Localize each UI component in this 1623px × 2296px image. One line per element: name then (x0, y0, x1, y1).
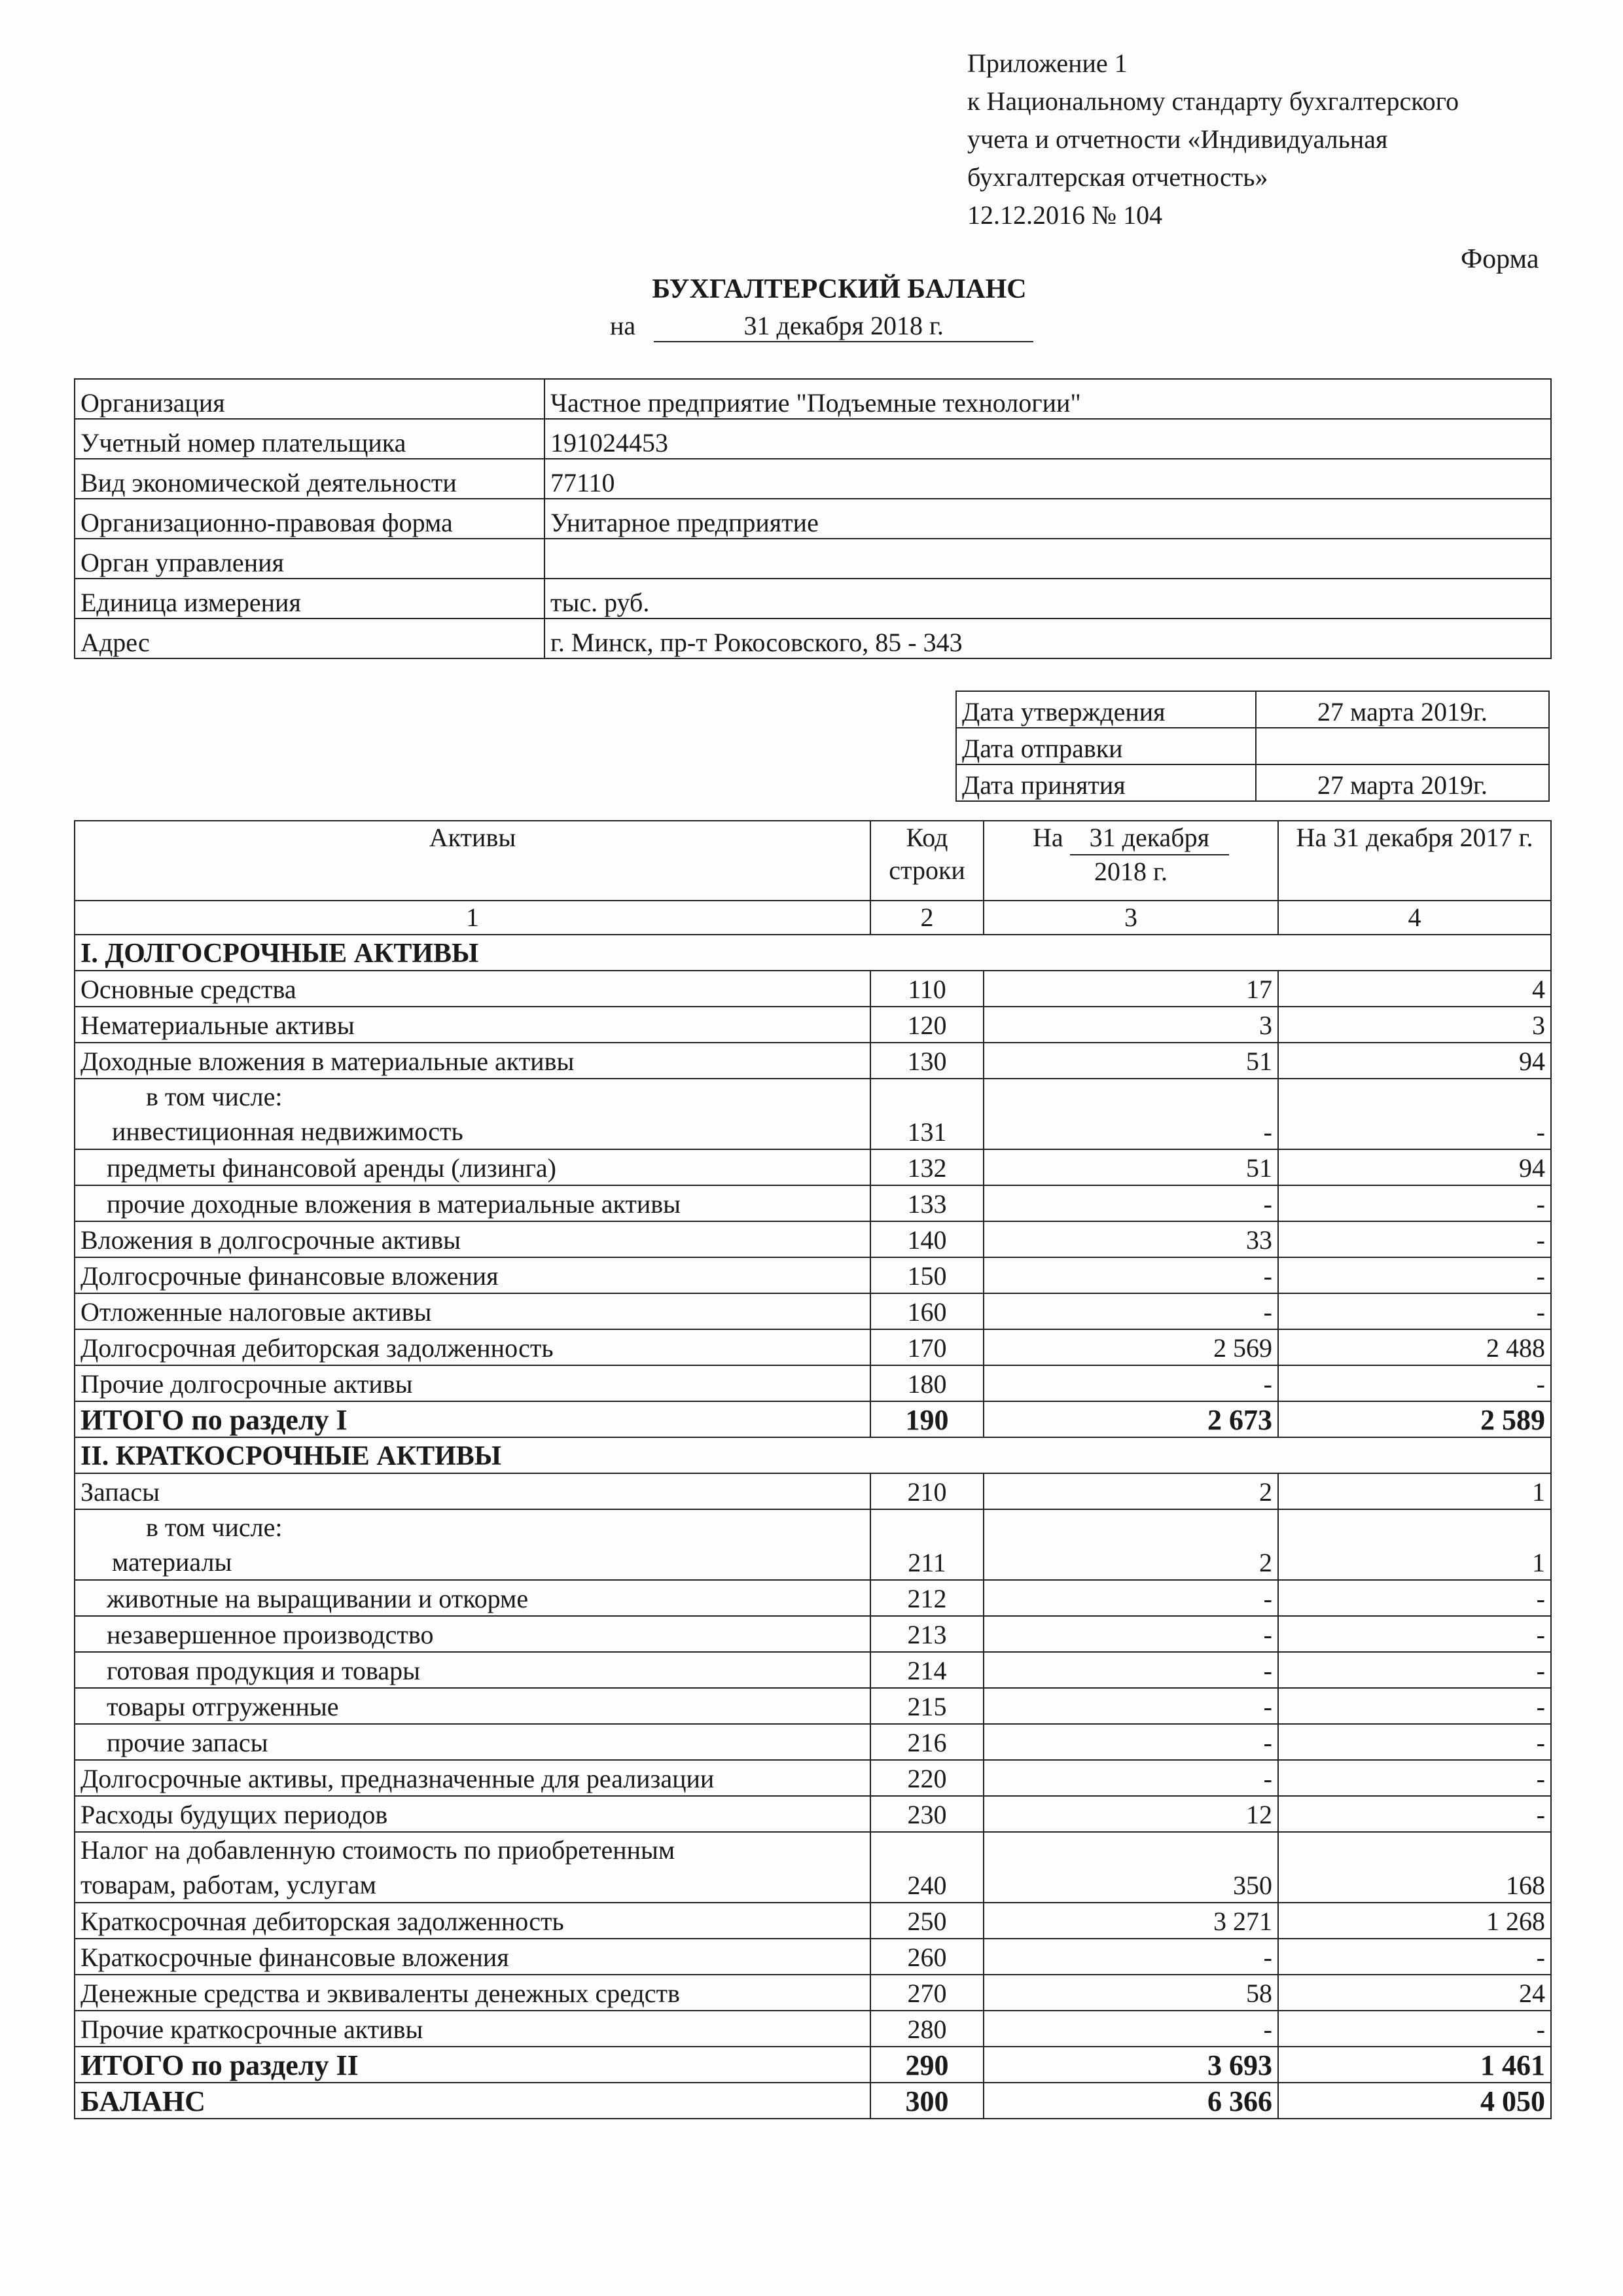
line-code: 214 (870, 1652, 984, 1688)
org-value: г. Минск, пр-т Рокосовского, 85 - 343 (544, 619, 1551, 658)
org-value: 77110 (544, 459, 1551, 499)
total-row (75, 2047, 1551, 2083)
line-item-name: БАЛАНС (75, 2083, 870, 2119)
report-date-prefix: на (610, 311, 636, 340)
line-item-name: Долгосрочная дебиторская задолженность (75, 1329, 870, 1365)
line-item-name: Запасы (75, 1473, 870, 1509)
value-current-period: 12 (984, 1796, 1278, 1832)
column-number-row (75, 901, 1551, 935)
line-code: 212 (870, 1580, 984, 1616)
line-item-name: готовая продукция и товары (75, 1652, 870, 1688)
section-title: I. ДОЛГОСРОЧНЫЕ АКТИВЫ (75, 935, 1551, 971)
column-number: 4 (1278, 901, 1551, 935)
org-value: Частное предприятие "Подъемные технологии" (544, 379, 1551, 419)
value-current-period: - (984, 1257, 1278, 1293)
org-row (75, 619, 1551, 658)
date-label: Дата принятия (956, 764, 1256, 801)
balance-row (75, 1903, 1551, 1939)
value-prior-period: - (1278, 1365, 1551, 1401)
balance-row (75, 1796, 1551, 1832)
line-item-name: Краткосрочные финансовые вложения (75, 1939, 870, 1975)
total-row (75, 2083, 1551, 2119)
balance-row (75, 1616, 1551, 1652)
line-code: 170 (870, 1329, 984, 1365)
value-current-period: - (984, 1939, 1278, 1975)
line-item-name: ИТОГО по разделу I (75, 1401, 870, 1437)
org-row (75, 539, 1551, 579)
value-current-period: 3 271 (984, 1903, 1278, 1939)
value-prior-period: - (1278, 1580, 1551, 1616)
value-current-period: 2 569 (984, 1329, 1278, 1365)
line-item-name (75, 1079, 870, 1149)
value-current-period: 33 (984, 1221, 1278, 1257)
value-current-period: - (984, 1185, 1278, 1221)
header-period-year: 2018 г. (1094, 857, 1168, 886)
line-item-label: товарам, работам, услугам (80, 1870, 376, 1899)
line-code: 131 (870, 1079, 984, 1149)
value-prior-period: 94 (1278, 1149, 1551, 1185)
annex-line: учета и отчетности «Индивидуальная (967, 124, 1388, 154)
line-code: 132 (870, 1149, 984, 1185)
form-label: Форма (1461, 244, 1539, 274)
balance-row (75, 1724, 1551, 1760)
balance-row (75, 1832, 1551, 1903)
value-current-period: 6 366 (984, 2083, 1278, 2119)
value-current-period: 58 (984, 1975, 1278, 2011)
value-current-period: - (984, 2011, 1278, 2047)
report-date (610, 310, 1033, 342)
value-current-period: 51 (984, 1043, 1278, 1079)
line-item-name (75, 1832, 870, 1903)
balance-row (75, 1652, 1551, 1688)
header-code-line: строки (889, 855, 965, 885)
balance-row (75, 1043, 1551, 1079)
balance-row (75, 971, 1551, 1007)
value-prior-period: 2 589 (1278, 1401, 1551, 1437)
value-prior-period: - (1278, 1616, 1551, 1652)
total-row (75, 1401, 1551, 1437)
balance-row (75, 1473, 1551, 1509)
date-row (956, 691, 1549, 728)
org-label: Вид экономической деятельности (75, 459, 544, 499)
value-current-period: - (984, 1652, 1278, 1688)
balance-row (75, 1975, 1551, 2011)
line-item-label: материалы (112, 1547, 232, 1577)
line-code: 215 (870, 1688, 984, 1724)
line-code: 216 (870, 1724, 984, 1760)
value-prior-period: - (1278, 1293, 1551, 1329)
line-item-name: Основные средства (75, 971, 870, 1007)
line-code: 213 (870, 1616, 984, 1652)
value-prior-period: 94 (1278, 1043, 1551, 1079)
value-prior-period: - (1278, 1688, 1551, 1724)
date-row (956, 764, 1549, 801)
line-code: 270 (870, 1975, 984, 2011)
section-header-row (75, 935, 1551, 971)
value-prior-period: - (1278, 1185, 1551, 1221)
line-item-name: Доходные вложения в материальные активы (75, 1043, 870, 1079)
value-prior-period: 2 488 (1278, 1329, 1551, 1365)
org-label: Организационно-правовая форма (75, 499, 544, 539)
header-current-period (984, 821, 1278, 901)
line-item-name: незавершенное производство (75, 1616, 870, 1652)
org-row (75, 459, 1551, 499)
line-code: 230 (870, 1796, 984, 1832)
balance-row (75, 1221, 1551, 1257)
line-item-name: Прочие долгосрочные активы (75, 1365, 870, 1401)
annex-reference (967, 45, 1459, 234)
line-code: 260 (870, 1939, 984, 1975)
header-code-line: Код (906, 823, 948, 852)
org-label: Единица измерения (75, 579, 544, 619)
date-value: 27 марта 2019г. (1256, 691, 1549, 728)
line-code: 220 (870, 1760, 984, 1796)
line-item-name: товары отгруженные (75, 1688, 870, 1724)
date-row (956, 728, 1549, 764)
header-code (870, 821, 984, 901)
line-code: 210 (870, 1473, 984, 1509)
value-prior-period: - (1278, 1079, 1551, 1149)
value-current-period: - (984, 1688, 1278, 1724)
line-code: 133 (870, 1185, 984, 1221)
line-item-name: ИТОГО по разделу II (75, 2047, 870, 2083)
line-code: 240 (870, 1832, 984, 1903)
balance-row (75, 1365, 1551, 1401)
line-item-name: Отложенные налоговые активы (75, 1293, 870, 1329)
column-number: 1 (75, 901, 870, 935)
value-prior-period: - (1278, 1939, 1551, 1975)
value-prior-period: 1 461 (1278, 2047, 1551, 2083)
balance-row (75, 1760, 1551, 1796)
balance-row (75, 1079, 1551, 1149)
header-assets: Активы (75, 821, 870, 901)
header-prior-period: На 31 декабря 2017 г. (1278, 821, 1551, 901)
value-prior-period: - (1278, 1257, 1551, 1293)
line-code: 300 (870, 2083, 984, 2119)
dates-table (955, 691, 1550, 802)
report-date-value: 31 декабря 2018 г. (654, 310, 1033, 342)
annex-line: к Национальному стандарту бухгалтерского (967, 86, 1459, 116)
line-item-caption: в том числе: (146, 1082, 283, 1111)
line-code: 180 (870, 1365, 984, 1401)
org-row (75, 579, 1551, 619)
value-current-period: 3 693 (984, 2047, 1278, 2083)
balance-row (75, 1688, 1551, 1724)
date-value: 27 марта 2019г. (1256, 764, 1549, 801)
line-item-name: прочие запасы (75, 1724, 870, 1760)
value-prior-period: 1 268 (1278, 1903, 1551, 1939)
value-current-period: - (984, 1580, 1278, 1616)
value-prior-period: - (1278, 1221, 1551, 1257)
section-header-row (75, 1437, 1551, 1473)
line-code: 130 (870, 1043, 984, 1079)
org-value: Унитарное предприятие (544, 499, 1551, 539)
line-item-name: Прочие краткосрочные активы (75, 2011, 870, 2047)
annex-line: бухгалтерская отчетность» (967, 162, 1268, 192)
line-code: 250 (870, 1903, 984, 1939)
balance-row (75, 1149, 1551, 1185)
value-current-period: 2 673 (984, 1401, 1278, 1437)
balance-row (75, 1293, 1551, 1329)
balance-row (75, 1580, 1551, 1616)
org-row (75, 419, 1551, 459)
value-current-period: 2 (984, 1509, 1278, 1580)
line-item-name: животные на выращивании и откорме (75, 1580, 870, 1616)
value-current-period: - (984, 1760, 1278, 1796)
value-prior-period: - (1278, 1796, 1551, 1832)
line-item-name: предметы финансовой аренды (лизинга) (75, 1149, 870, 1185)
value-prior-period: 24 (1278, 1975, 1551, 2011)
line-item-caption: в том числе: (146, 1513, 283, 1542)
line-item-label: инвестиционная недвижимость (112, 1117, 463, 1146)
value-current-period: 3 (984, 1007, 1278, 1043)
org-row (75, 499, 1551, 539)
balance-row (75, 1939, 1551, 1975)
balance-table (74, 820, 1552, 2119)
line-item-name: Денежные средства и эквиваленты денежных средств (75, 1975, 870, 2011)
section-title: II. КРАТКОСРОЧНЫЕ АКТИВЫ (75, 1437, 1551, 1473)
line-code: 120 (870, 1007, 984, 1043)
value-current-period: 17 (984, 971, 1278, 1007)
line-code: 110 (870, 971, 984, 1007)
value-prior-period: 1 (1278, 1509, 1551, 1580)
org-label: Учетный номер плательщика (75, 419, 544, 459)
organization-info-table (74, 378, 1552, 659)
line-code: 190 (870, 1401, 984, 1437)
balance-row (75, 2011, 1551, 2047)
date-label: Дата утверждения (956, 691, 1256, 728)
line-item-name (75, 1509, 870, 1580)
line-code: 140 (870, 1221, 984, 1257)
value-prior-period: 3 (1278, 1007, 1551, 1043)
header-period-prefix: На (1032, 823, 1063, 852)
balance-header-row (75, 821, 1551, 901)
value-prior-period: - (1278, 2011, 1551, 2047)
balance-row (75, 1509, 1551, 1580)
balance-row (75, 1185, 1551, 1221)
org-value: тыс. руб. (544, 579, 1551, 619)
org-label: Орган управления (75, 539, 544, 579)
value-current-period: - (984, 1365, 1278, 1401)
line-item-name: прочие доходные вложения в материальные активы (75, 1185, 870, 1221)
annex-line: Приложение 1 (967, 48, 1128, 78)
line-code: 290 (870, 2047, 984, 2083)
org-label: Адрес (75, 619, 544, 658)
org-row (75, 379, 1551, 419)
value-prior-period: 1 (1278, 1473, 1551, 1509)
value-current-period: - (984, 1724, 1278, 1760)
value-prior-period: - (1278, 1760, 1551, 1796)
value-prior-period: 4 050 (1278, 2083, 1551, 2119)
org-value: 191024453 (544, 419, 1551, 459)
value-prior-period: 4 (1278, 971, 1551, 1007)
line-item-name: Расходы будущих периодов (75, 1796, 870, 1832)
balance-row (75, 1007, 1551, 1043)
header-period-date: 31 декабря (1070, 821, 1229, 855)
line-item-name: Долгосрочные финансовые вложения (75, 1257, 870, 1293)
line-item-name: Краткосрочная дебиторская задолженность (75, 1903, 870, 1939)
line-code: 280 (870, 2011, 984, 2047)
date-value (1256, 728, 1549, 764)
line-item-name: Нематериальные активы (75, 1007, 870, 1043)
document-title: БУХГАЛТЕРСКИЙ БАЛАНС (652, 274, 1027, 304)
line-code: 150 (870, 1257, 984, 1293)
org-value (544, 539, 1551, 579)
date-label: Дата отправки (956, 728, 1256, 764)
value-current-period: - (984, 1079, 1278, 1149)
value-prior-period: - (1278, 1724, 1551, 1760)
annex-line: 12.12.2016 № 104 (967, 200, 1163, 230)
value-prior-period: - (1278, 1652, 1551, 1688)
line-item-name: Долгосрочные активы, предназначенные для реализации (75, 1760, 870, 1796)
column-number: 2 (870, 901, 984, 935)
value-prior-period: 168 (1278, 1832, 1551, 1903)
line-code: 211 (870, 1509, 984, 1580)
org-label: Организация (75, 379, 544, 419)
value-current-period: 2 (984, 1473, 1278, 1509)
value-current-period: - (984, 1616, 1278, 1652)
line-item-name: Вложения в долгосрочные активы (75, 1221, 870, 1257)
value-current-period: - (984, 1293, 1278, 1329)
value-current-period: 51 (984, 1149, 1278, 1185)
line-code: 160 (870, 1293, 984, 1329)
line-item-caption: Налог на добавленную стоимость по приобретенным (80, 1835, 675, 1865)
column-number: 3 (984, 901, 1278, 935)
value-current-period: 350 (984, 1832, 1278, 1903)
balance-row (75, 1329, 1551, 1365)
balance-row (75, 1257, 1551, 1293)
